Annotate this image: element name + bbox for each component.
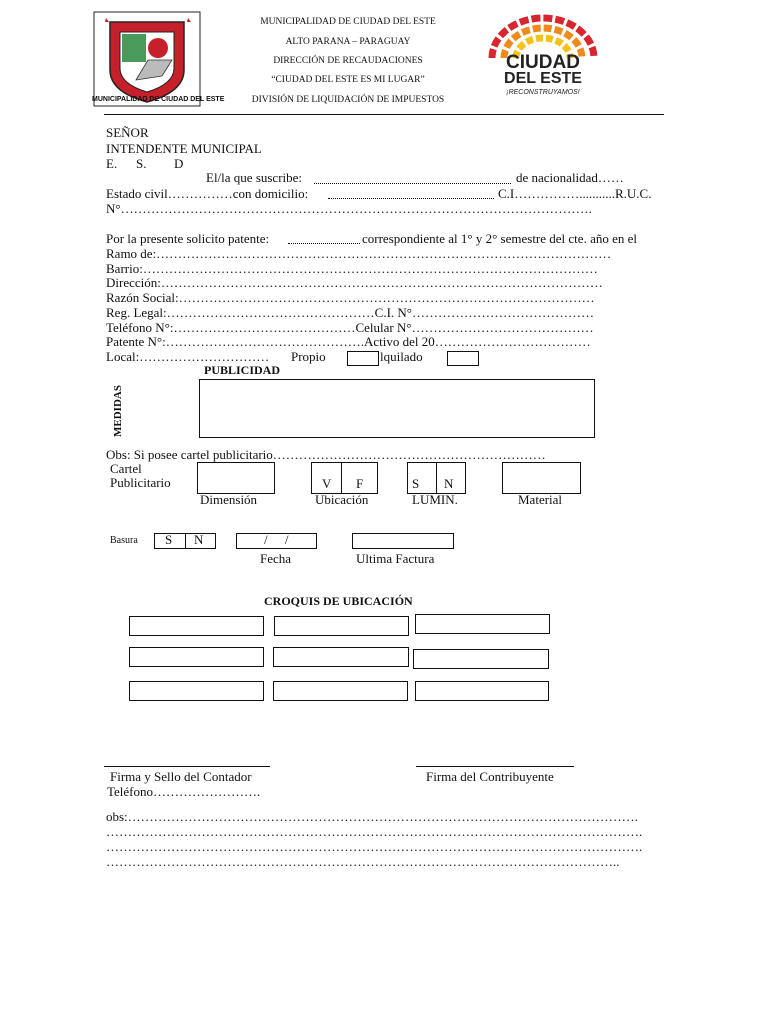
fecha-label: Fecha (260, 551, 292, 566)
ciudad-del-este-logo (484, 14, 602, 100)
ubicacion-label: Ubicación (315, 492, 369, 507)
telefono-firma-label: Teléfono……………………. (107, 784, 261, 799)
obs-line-2: ……………………………………………………………………………………………………………. (106, 824, 643, 839)
ubicacion-f: F (356, 476, 364, 491)
material-box[interactable] (502, 462, 581, 494)
logo-tagline: ¡RECONSTRUYAMOS! (506, 89, 580, 96)
numero-line: N°………………………………………………………………………………………………. (106, 201, 592, 216)
header-line-1: MUNICIPALIDAD DE CIUDAD DEL ESTE (260, 17, 436, 27)
razon-social-field: Razón Social:…………………………………………………………………………………… (106, 290, 595, 305)
suscribe-field[interactable] (314, 183, 511, 184)
croquis-cell[interactable] (415, 614, 550, 634)
alquilado-label: lquilado (380, 349, 423, 364)
basura-s: S (165, 532, 173, 547)
publicidad-heading: PUBLICIDAD (204, 363, 281, 377)
correspondiente-label: correspondiente al 1° y 2° semestre del cte. año en el (362, 231, 637, 246)
ubicacion-v: V (322, 476, 332, 491)
firma-contador-line (104, 766, 270, 767)
header-line-5: DIVISIÓN DE LIQUIDACIÓN DE IMPUESTOS (251, 95, 445, 105)
croquis-cell[interactable] (273, 681, 408, 701)
croquis-cell[interactable] (415, 681, 549, 701)
direccion-field: Dirección:………………………………………………………………………………………… (106, 275, 603, 290)
domicilio-field[interactable] (328, 198, 494, 199)
esd-d: D (174, 156, 184, 171)
esd-e: E. (106, 156, 118, 171)
ultima-factura-box[interactable] (352, 533, 454, 549)
croquis-cell[interactable] (413, 649, 549, 669)
firma-contribuyente-label: Firma del Contribuyente (426, 769, 554, 784)
publicidad-box[interactable] (199, 379, 595, 438)
medidas-label: MEDIDAS (112, 385, 124, 437)
croquis-cell[interactable] (273, 647, 409, 667)
croquis-cell[interactable] (129, 647, 264, 667)
header-line-2: ALTO PARANA – PARAGUAY (285, 37, 411, 47)
propio-checkbox[interactable] (347, 351, 379, 366)
firma-contador-label: Firma y Sello del Contador (110, 769, 252, 784)
material-label: Material (518, 492, 563, 507)
logo-text-del-este: DEL ESTE (504, 70, 582, 87)
cartel-label: Cartel (110, 461, 142, 476)
barrio-field: Barrio:…………………………………………………………………………………………… (106, 261, 598, 276)
dimension-box[interactable] (197, 462, 275, 494)
ultima-factura-label: Ultima Factura (356, 551, 435, 566)
basura-n: N (194, 532, 204, 547)
fecha-slashes: / / (264, 532, 289, 547)
basura-label: Basura (110, 535, 138, 546)
alquilado-checkbox[interactable] (447, 351, 479, 366)
basura-divider (185, 533, 186, 549)
lumin-divider (436, 462, 437, 494)
header-line-4: “CIUDAD DEL ESTE ES MI LUGAR” (271, 75, 425, 85)
senor-label: SEÑOR (106, 125, 149, 140)
croquis-heading: CROQUIS DE UBICACIÓN (264, 594, 413, 608)
propio-label: Propio (291, 349, 326, 364)
dimension-label: Dimensión (200, 492, 258, 507)
croquis-cell[interactable] (274, 616, 409, 636)
ramo-field: Ramo de:…………………………………………………………………………………………… (106, 246, 612, 261)
publicitario-label: Publicitario (110, 475, 171, 490)
esd-s: S. (136, 156, 147, 171)
patente-field[interactable] (288, 243, 360, 244)
solicito-label: Por la presente solicito patente: (106, 231, 270, 246)
ubicacion-divider (341, 462, 342, 494)
local-field: Local:………………………… (106, 349, 270, 364)
seal-text: MUNICIPALIDAD DE CIUDAD DEL ESTE (92, 96, 225, 103)
logo-text-ciudad: CIUDAD (506, 52, 580, 73)
intendente-label: INTENDENTE MUNICIPAL (106, 141, 262, 156)
obs-line-4: ……………………………………………………………………………………………………….. (106, 854, 620, 869)
ci-ruc-label: C.I……………...........R.U.C. (498, 186, 652, 201)
croquis-cell[interactable] (129, 616, 264, 636)
municipal-seal (92, 10, 225, 108)
obs-line-3: ……………………………………………………………………………………………………………. (106, 839, 643, 854)
lumin-n: N (444, 476, 454, 491)
obs-line-1: obs:………………………………………………………………………………………………………. (106, 809, 638, 824)
obs-cartel-line: Obs: Si posee cartel publicitario……………………………………………………… (106, 447, 546, 462)
nacionalidad-label: de nacionalidad…… (516, 170, 624, 185)
lumin-label: LUMIN. (412, 492, 458, 507)
header-line-3: DIRECCIÓN DE RECAUDACIONES (273, 56, 423, 66)
header-divider (104, 114, 664, 115)
patente-activo-field: Patente N°:……………………………………….Activo del 20……………………………… (106, 334, 591, 349)
reg-legal-field: Reg. Legal:…………………………………………C.I. N°…………………………………… (106, 305, 594, 320)
telefono-field: Teléfono N°:……………………………………Celular N°…………………………………… (106, 320, 594, 335)
suscribe-label: El/la que suscribe: (206, 170, 303, 185)
lumin-s: S (412, 476, 420, 491)
estado-civil-label: Estado civil……………con domicilio: (106, 186, 309, 201)
croquis-cell[interactable] (129, 681, 264, 701)
firma-contribuyente-line (416, 766, 574, 767)
